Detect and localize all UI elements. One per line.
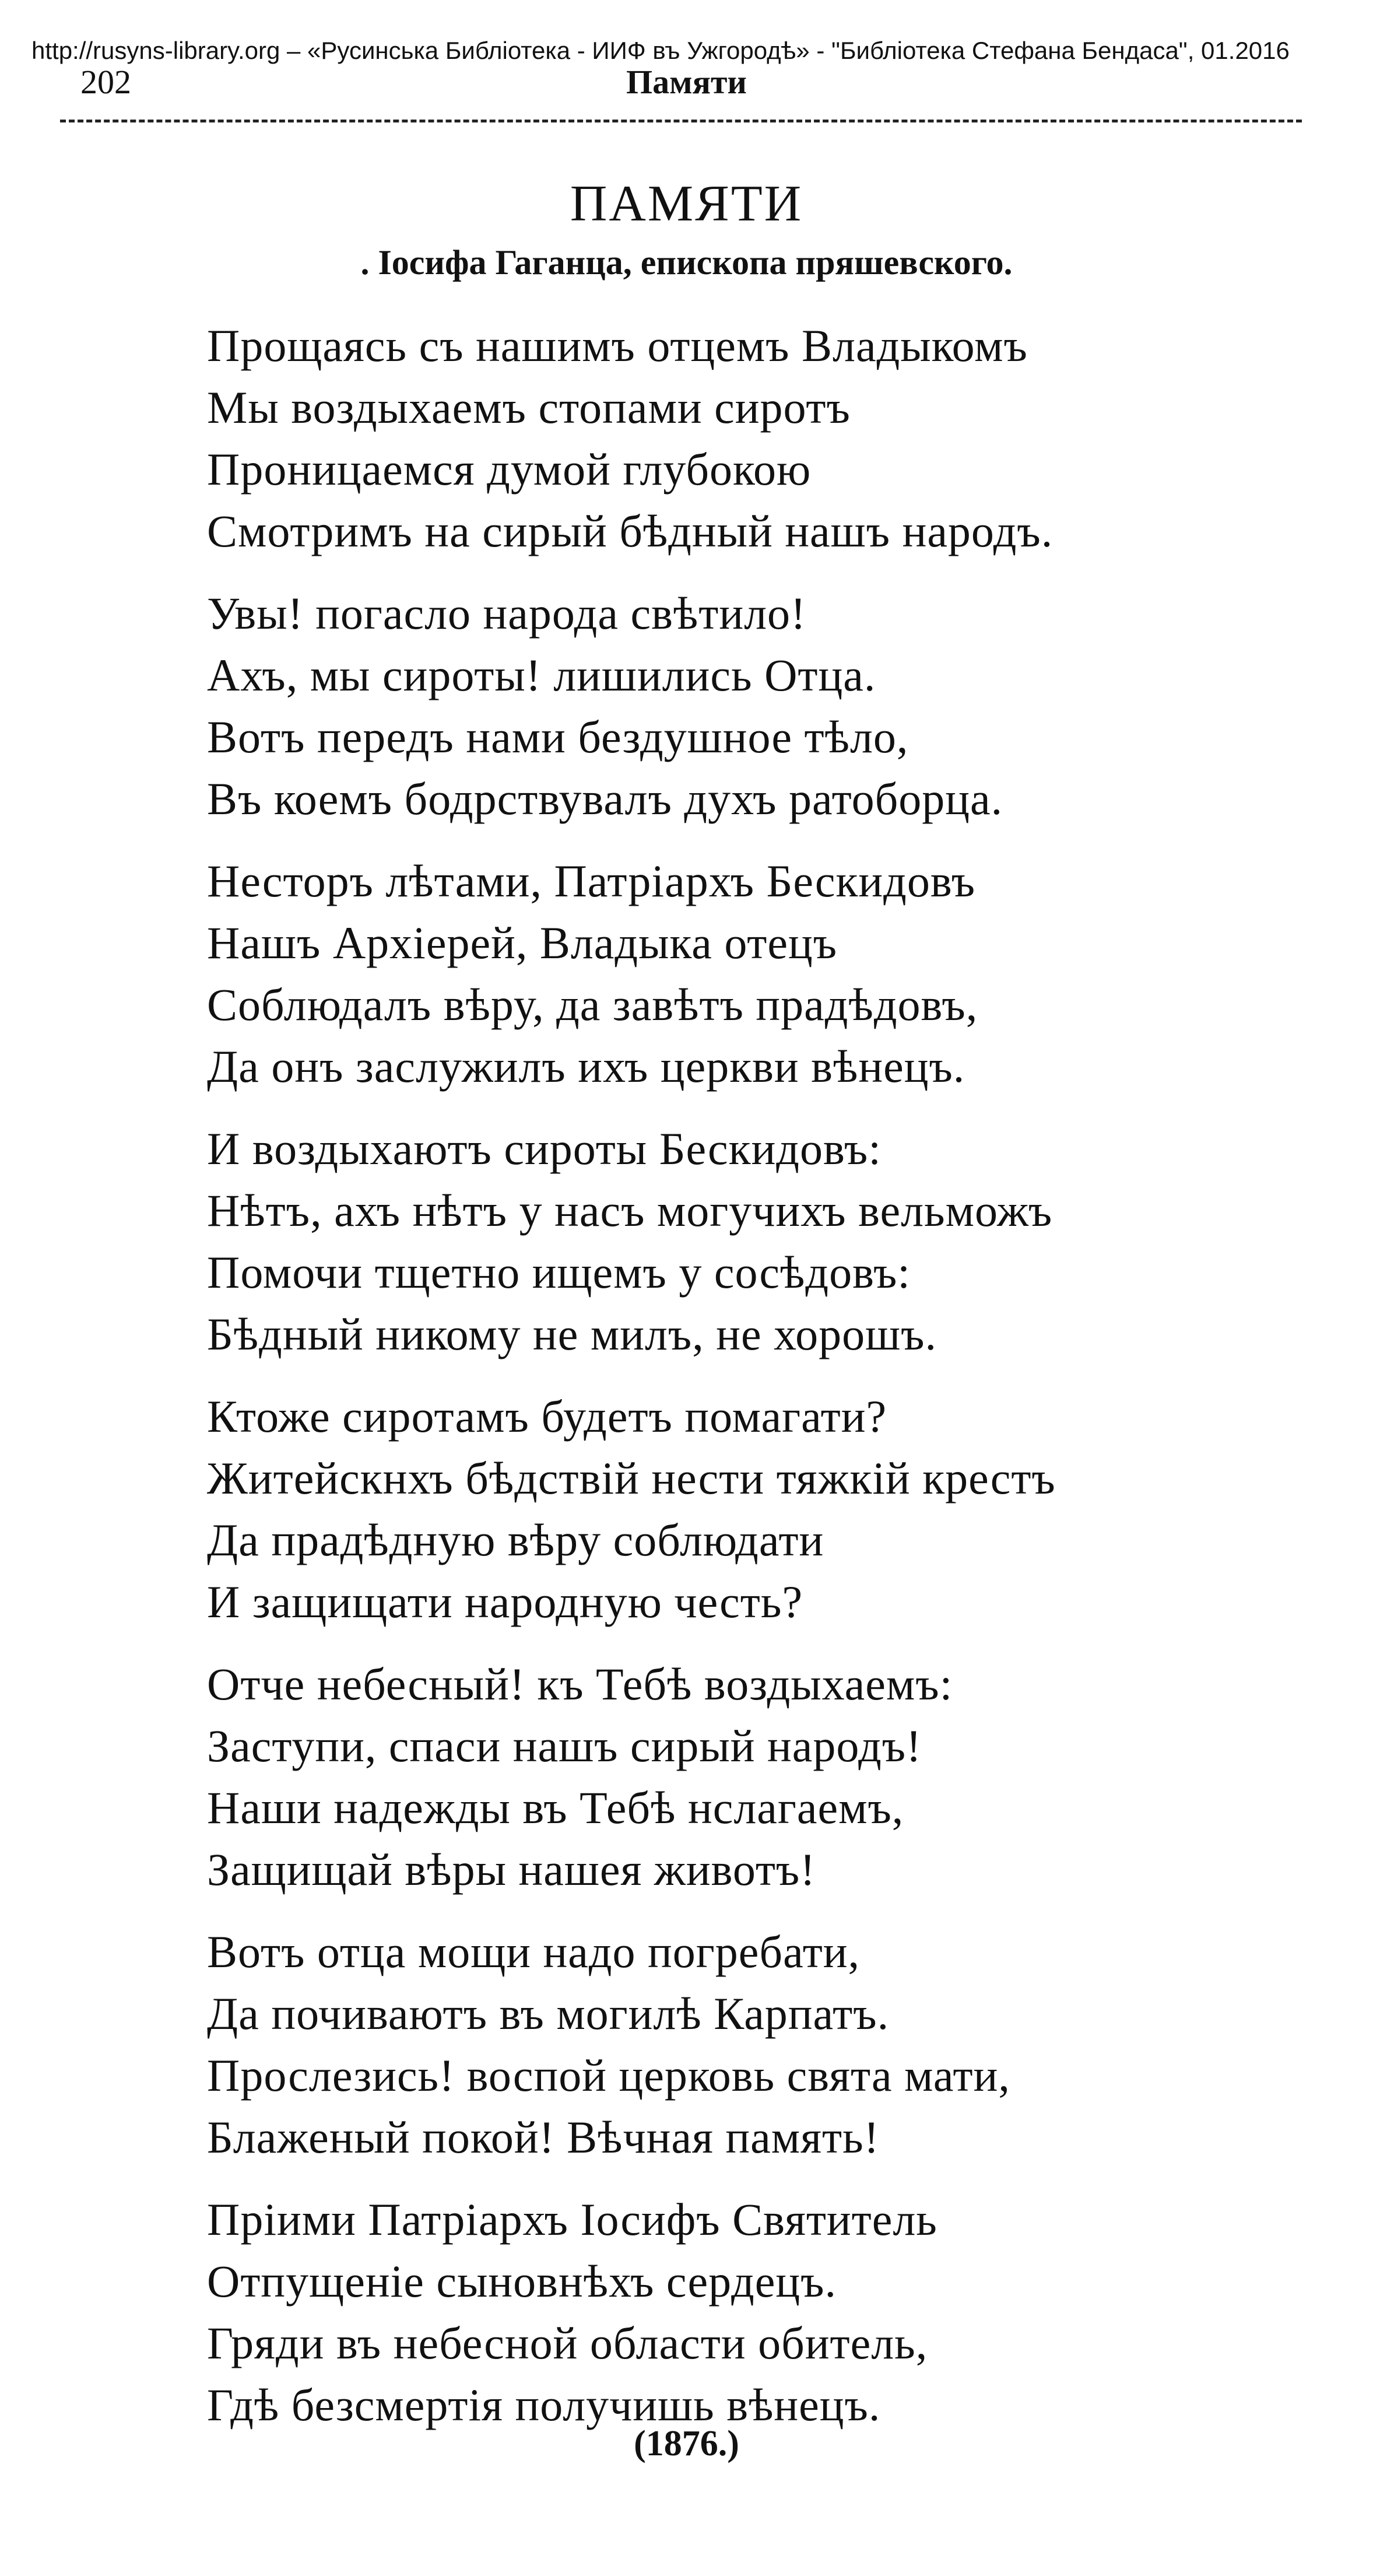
poem-title: ПАМЯТИ	[570, 176, 803, 232]
poem-date: (1876.)	[634, 2424, 739, 2463]
verse-line: Заступи, спаси нашъ сирый народъ!	[207, 1720, 922, 1771]
verse-line: Да прадѣдную вѣру соблюдати	[207, 1515, 824, 1565]
verse-line: Прослезись! воспой церковь свята мати,	[207, 2050, 1010, 2101]
verse-line: Защищай вѣры нашея животъ!	[207, 1844, 816, 1895]
stanza	[207, 1118, 1315, 1365]
verse-line: Увы! погасло народа свѣтило!	[207, 588, 806, 639]
verse-line: Ктоже сиротамъ будетъ помагати?	[207, 1391, 887, 1442]
stanza	[207, 2189, 1315, 2436]
verse-line: Гряди въ небесной области обитель,	[207, 2318, 928, 2368]
verse-line: Блаженый покой! Вѣчная память!	[207, 2112, 880, 2163]
verse-line: И воздыхаютъ сироты Бескидовъ:	[207, 1123, 882, 1174]
verse-line: Прощаясь съ нашимъ отцемъ Владыкомъ	[207, 320, 1028, 371]
verse-line: Бѣдный никому не милъ, не хорошъ.	[207, 1309, 937, 1359]
verse-line: Да почиваютъ въ могилѣ Карпатъ.	[207, 1988, 890, 2039]
verse-line: Гдѣ безсмертія получишь вѣнецъ.	[207, 2379, 881, 2430]
stanza	[207, 1921, 1315, 2168]
stanza	[207, 583, 1315, 830]
stanza	[207, 850, 1315, 1098]
verse-line: Пріими Патріархъ Іосифъ Святитель	[207, 2194, 937, 2245]
page-number: 202	[80, 63, 131, 101]
poem-subtitle: . Іосифа Гаганца, епископа пряшевского.	[360, 243, 1013, 282]
verse-line: Вотъ передъ нами бездушное тѣло,	[207, 712, 909, 762]
verse-line: И защищати народную честь?	[207, 1576, 803, 1627]
verse-line: Проницаемся думой глубокою	[207, 444, 812, 495]
verse-line: Отче небесный! къ Тебѣ воздыхаемъ:	[207, 1659, 953, 1709]
verse-line: Наши надежды въ Тебѣ нслагаемъ,	[207, 1782, 904, 1833]
header-rule	[60, 120, 1302, 122]
verse-line: Нѣтъ, ахъ нѣтъ у насъ могучихъ вельможъ	[207, 1185, 1053, 1236]
verse-line: Несторъ лѣтами, Патріархъ Бескидовъ	[207, 856, 976, 906]
poem-body	[207, 315, 1315, 2456]
verse-line: Да онъ заслужилъ ихъ церкви вѣнецъ.	[207, 1041, 965, 1092]
verse-line: Отпущеніе сыновнѣхъ сердецъ.	[207, 2256, 837, 2307]
verse-line: Мы воздыхаемъ стопами сиротъ	[207, 382, 851, 433]
verse-line: Вотъ отца мощи надо погребати,	[207, 1926, 861, 1977]
stanza	[207, 315, 1315, 562]
verse-line: Помочи тщетно ищемъ у сосѣдовъ:	[207, 1247, 911, 1298]
verse-line: Нашъ Архіерей, Владыка отецъ	[207, 917, 838, 968]
verse-line: Соблюдалъ вѣру, да завѣтъ прадѣдовъ,	[207, 979, 978, 1030]
verse-line: Житейскнхъ бѣдствій нести тяжкій крестъ	[207, 1453, 1056, 1503]
stanza	[207, 1386, 1315, 1633]
stanza	[207, 1653, 1315, 1901]
verse-line: Ахъ, мы сироты! лишились Отца.	[207, 650, 876, 700]
verse-line: Въ коемъ бодрствувалъ духъ ратоборца.	[207, 773, 1003, 824]
verse-line: Смотримъ на сирый бѣдный нашъ народъ.	[207, 506, 1054, 556]
source-line: http://rusyns-library.org – «Русинська Библіотека - ИИФ въ Ужгородѣ» - "Библіотека Стефана Бендаса", 01.2016	[31, 37, 1290, 64]
running-head: Памяти	[626, 63, 747, 101]
